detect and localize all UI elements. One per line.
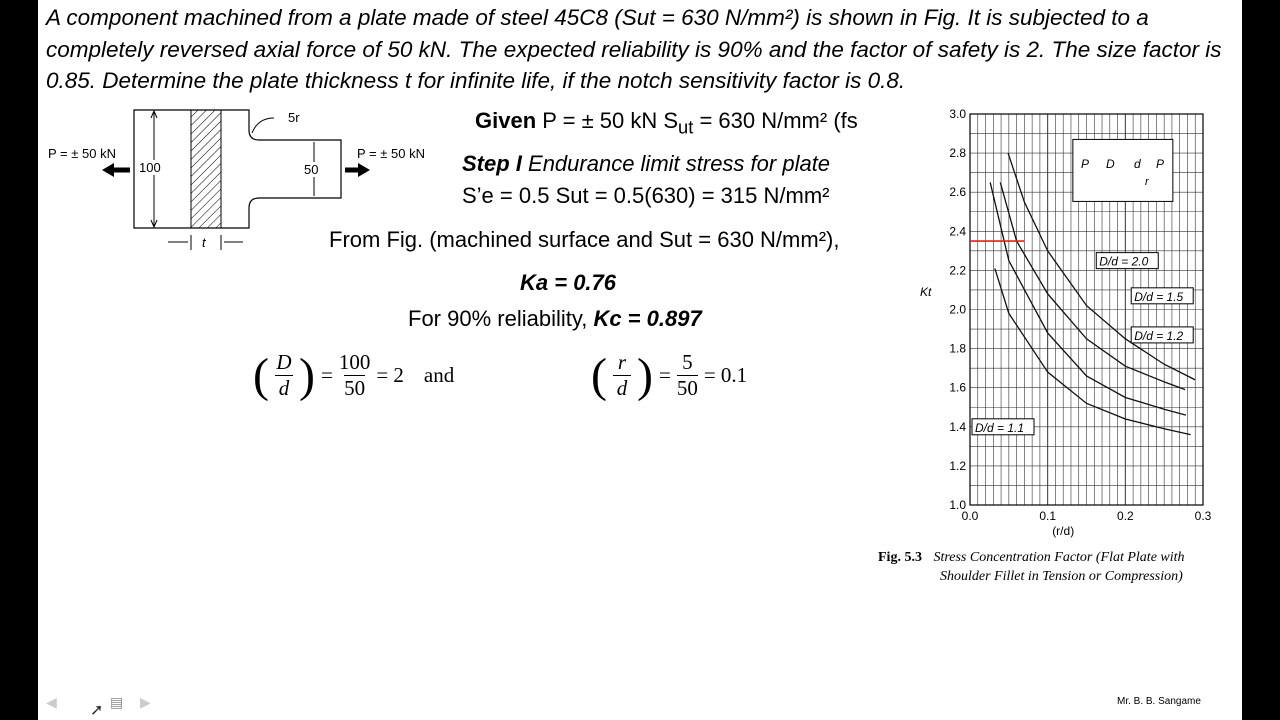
- section-hatch: [191, 110, 221, 228]
- reliability-line: [408, 306, 702, 332]
- kt-chart: [870, 100, 1242, 540]
- given-sub: ut: [678, 116, 694, 138]
- y-tick-label: 2.6: [949, 185, 966, 200]
- given-text: P = ± 50 kN S: [536, 108, 679, 133]
- y-tick-label: 1.0: [949, 498, 966, 512]
- y-axis-label: Kt: [920, 285, 932, 299]
- series-label: D/d = 2.0: [1099, 254, 1149, 269]
- inset-p-right: P: [1155, 156, 1164, 171]
- eq1-result: = 2: [376, 363, 404, 387]
- inset-p-left: P: [1080, 156, 1089, 171]
- slide-menu-icon[interactable]: ▤: [110, 694, 124, 710]
- eq2-num: 5: [682, 350, 693, 374]
- given-rest: = 630 N/mm² (fs: [693, 108, 858, 133]
- thickness-label: t: [202, 235, 206, 250]
- author-footer: Mr. B. B. Sangame: [1117, 696, 1201, 707]
- caption-line1: Stress Concentration Factor (Flat Plate with: [933, 550, 1185, 565]
- big-width-label: 100: [139, 160, 161, 175]
- y-tick-label: 2.8: [949, 146, 966, 161]
- eq2-lhs-den: d: [613, 375, 631, 401]
- eq2-result: = 0.1: [703, 363, 748, 387]
- eq2-lhs-num: r: [617, 350, 627, 374]
- eq1-den: 50: [344, 376, 366, 400]
- eq1-and: and: [423, 363, 455, 387]
- y-tick-label: 1.8: [949, 341, 966, 356]
- eq1-num: 100: [338, 350, 371, 374]
- right-load-label: P = ± 50 kN: [357, 146, 425, 161]
- caption-number: Fig. 5.3: [878, 550, 922, 565]
- mouse-cursor-icon: ➚: [90, 702, 104, 719]
- y-tick-label: 2.0: [949, 302, 966, 317]
- step1-text: Endurance limit stress for plate: [521, 151, 831, 176]
- x-tick-label: 0.3: [1194, 509, 1212, 523]
- prev-slide-button[interactable]: ◀: [46, 694, 57, 710]
- next-slide-button[interactable]: ▶: [140, 694, 151, 710]
- step1-heading: [462, 151, 830, 177]
- small-width-label: 50: [304, 162, 319, 177]
- from-fig-line: From Fig. (machined surface and Sut = 630 N/mm²),: [329, 227, 840, 252]
- given-line: [475, 108, 858, 138]
- ratio-equation-r: ( $\frac{r}{d}$ ) = $\frac{5}{50}$ = 0.1: [591, 349, 748, 402]
- given-label: Given: [475, 108, 537, 133]
- se-equation: S’e = 0.5 Sut = 0.5(630) = 315 N/mm²: [462, 183, 830, 208]
- step1-label: Step I: [462, 151, 522, 176]
- figure-caption: [878, 548, 1185, 586]
- series-label: D/d = 1.5: [1134, 289, 1184, 304]
- y-tick-label: 2.2: [949, 263, 966, 278]
- problem-statement: A component machined from a plate made of steel 45C8 (Sut = 630 N/mm²) is shown in Fig. It is subjected to a completely reversed axial force of 50 kN. The expected reliability is 90% and the factor of safety is 2. The size factor is 0.85. Determine the plate thickness t for infinite life, if the notch sensitivity factor is 0.8.: [46, 5, 1222, 93]
- x-tick-label: 0.2: [1116, 509, 1134, 523]
- y-tick-label: 1.6: [949, 380, 966, 395]
- y-tick-label: 2.4: [949, 224, 966, 239]
- left-load-label: P = ± 50 kN: [48, 146, 116, 161]
- y-tick-label: 3.0: [949, 107, 966, 121]
- y-tick-label: 1.2: [949, 458, 966, 473]
- reliability-text: For 90% reliability,: [408, 306, 594, 331]
- kc-value: Kc = 0.897: [593, 306, 702, 331]
- x-axis-label: (r/d): [1052, 524, 1075, 538]
- series-label: D/d = 1.1: [975, 420, 1025, 435]
- x-tick-label: 0.0: [961, 509, 979, 523]
- inset-d: d: [1133, 156, 1141, 171]
- x-tick-label: 0.1: [1039, 509, 1057, 523]
- ka-value: Ka = 0.76: [520, 270, 617, 295]
- right-force-arrow: [358, 163, 370, 177]
- inset-r: r: [1144, 175, 1149, 188]
- eq1-lhs-num: D: [276, 350, 292, 374]
- ratio-equation-d: ( $\frac{D}{d}$ ) = $\frac{100}{50}$ = 2 and: [253, 349, 455, 402]
- slide: [38, 0, 1242, 720]
- left-force-arrow: [102, 163, 114, 177]
- eq2-den: 50: [676, 376, 698, 400]
- caption-line2: Shoulder Fillet in Tension or Compression): [940, 569, 1183, 584]
- y-tick-label: 1.4: [949, 419, 966, 434]
- series-label: D/d = 1.2: [1134, 328, 1184, 343]
- radius-label: 5r: [288, 110, 300, 125]
- eq1-lhs-den: d: [275, 375, 293, 401]
- series-line: [1000, 182, 1185, 389]
- inset-D: D: [1105, 156, 1115, 171]
